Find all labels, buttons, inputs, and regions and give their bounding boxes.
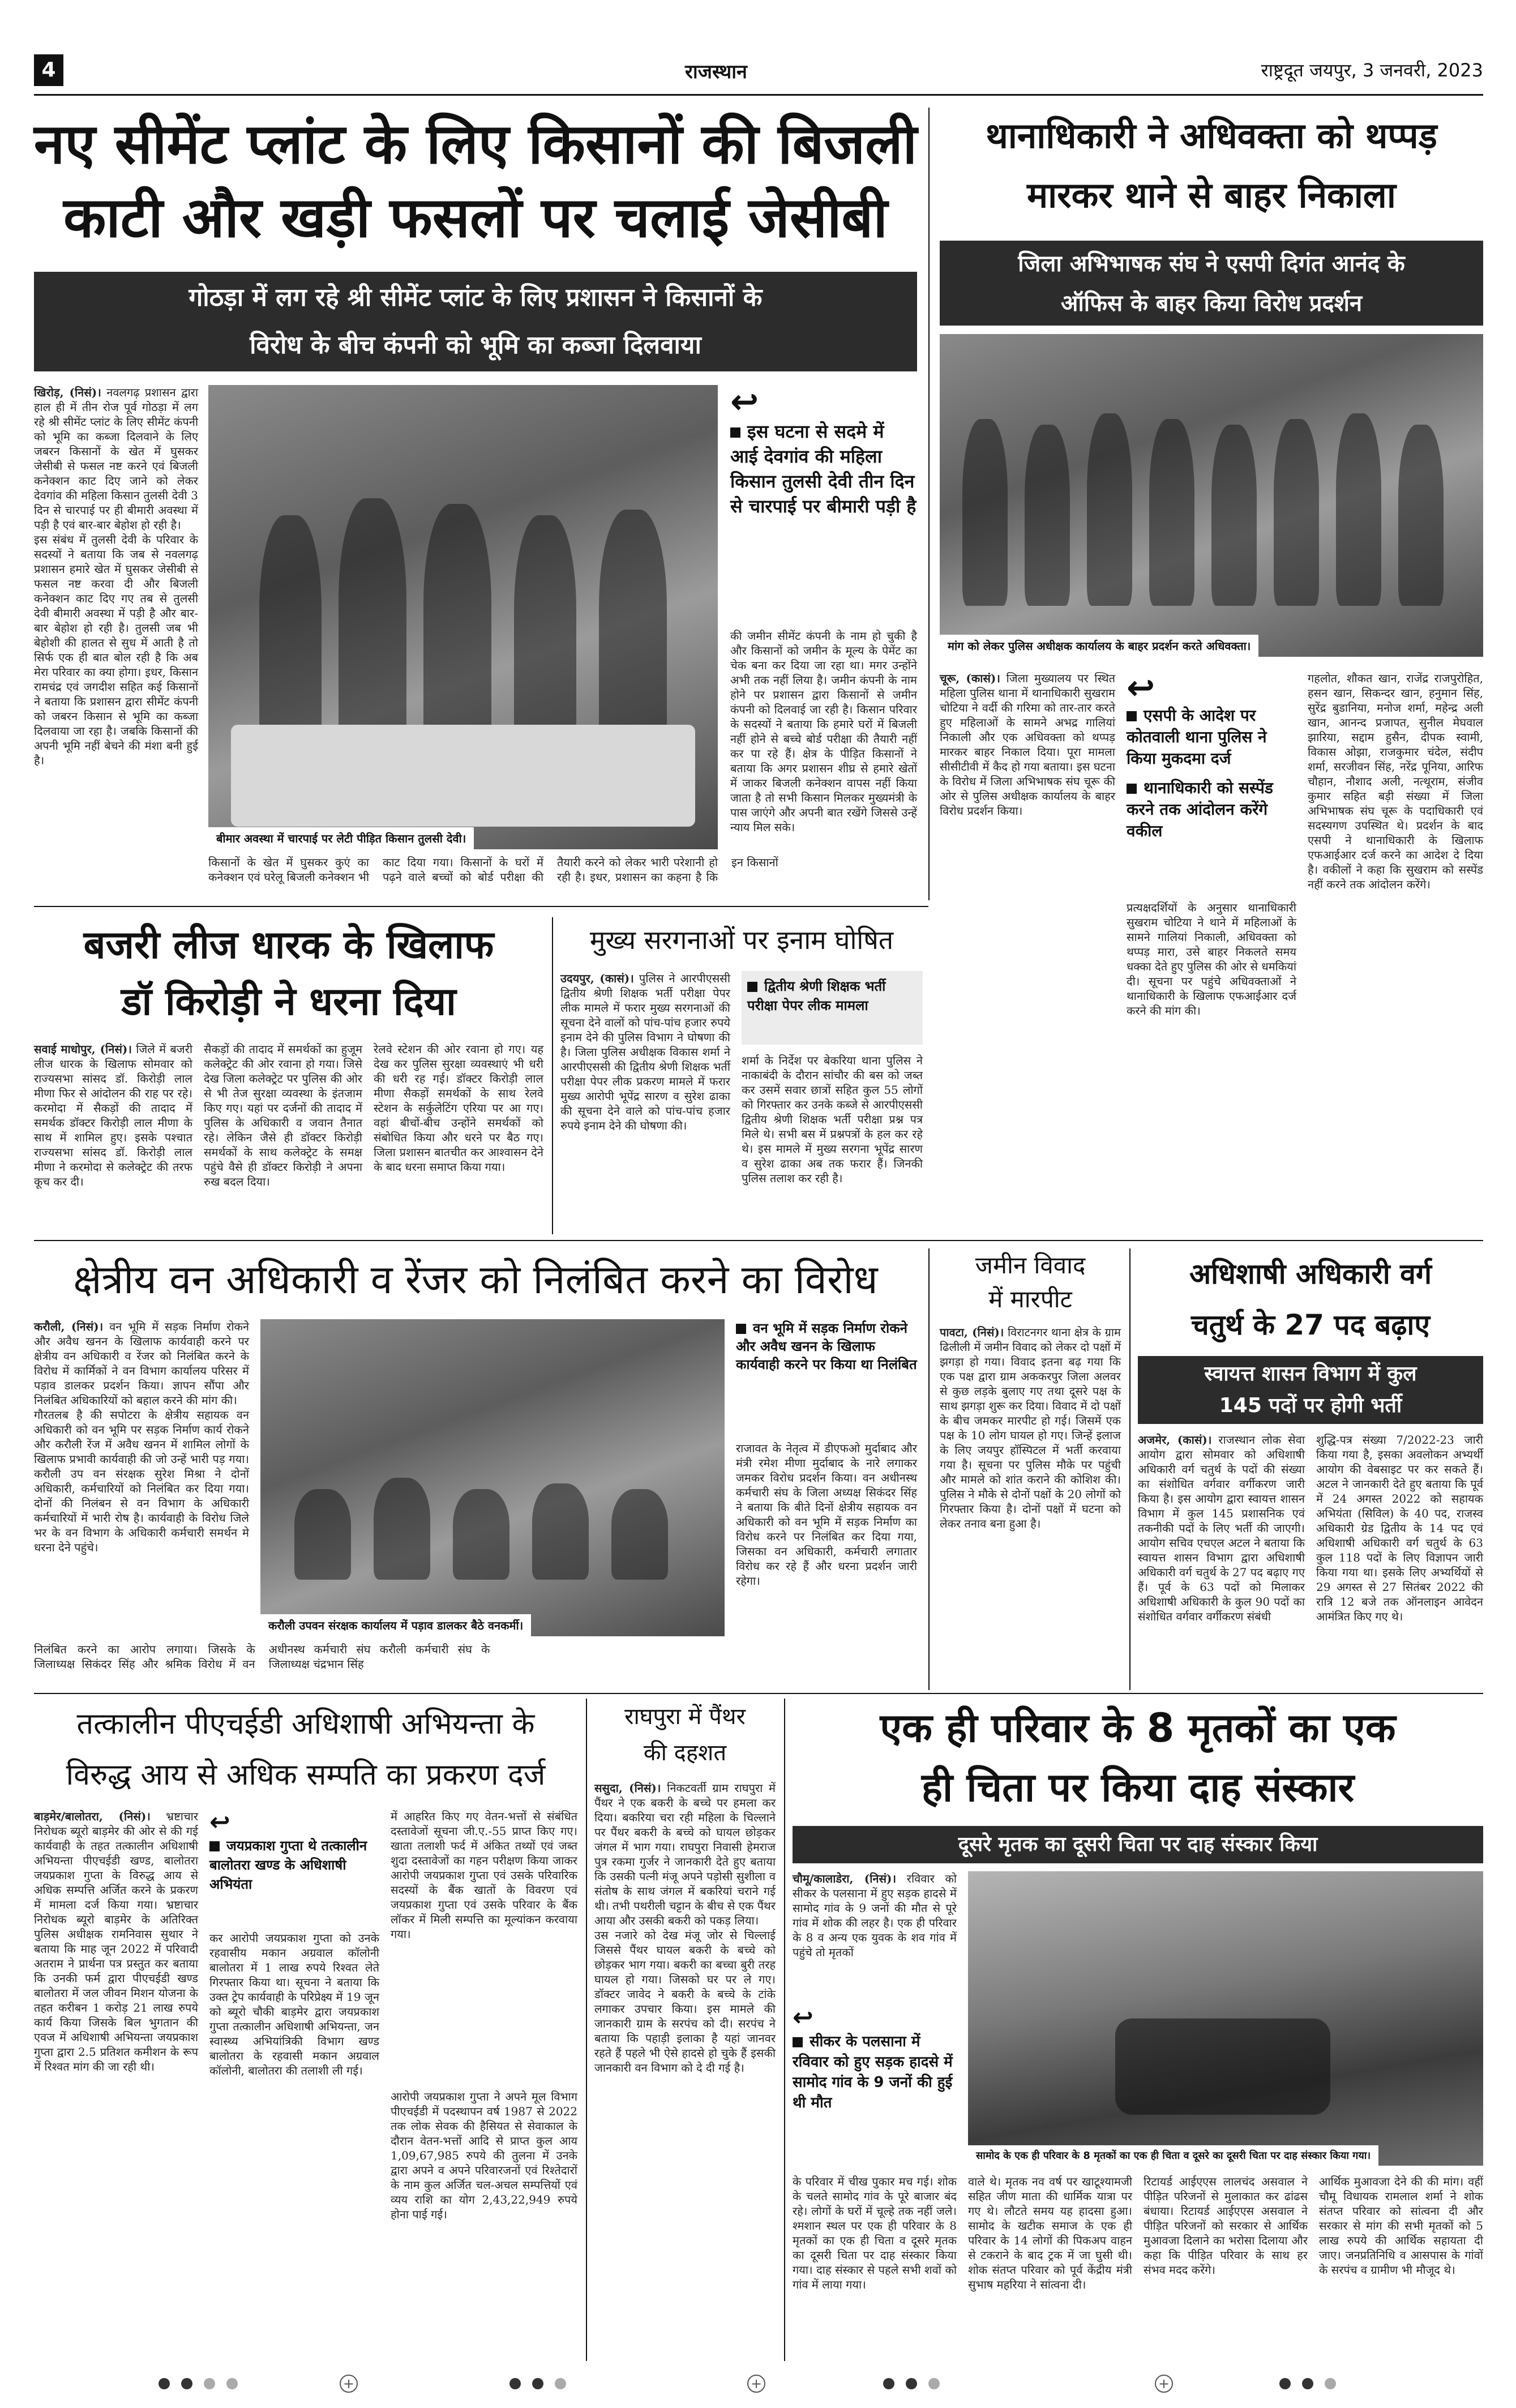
registration-dot [1325, 2378, 1336, 2389]
column-rule [1129, 1248, 1130, 1690]
slap-photo [940, 334, 1483, 657]
pyre-deck: दूसरे मृतक का दूसरी चिता पर दाह संस्कार किया [793, 1826, 1483, 1863]
bajri-body-1: जिले में बजरी लीज धारक के खिलाफ सोमवार को राज्यसभा सांसद डॉ. किरोड़ी लाल मीणा फिर से आंदोलन की राह पर रहे। करमोदा में सैकड़ों की तादाद में समर्थक डॉक्टर किरोड़ी लाल मीणा के साथ में शामिल हुए। इसके पश्चात राज्यसभा सांसद डॉ. किरोड़ी लाल मीणा ने करमोदा से कलेक्ट्रेट की तरफ कूच कर दी। [34, 1042, 192, 1188]
column-rule [552, 917, 553, 1234]
funeral-pyre [1115, 2018, 1330, 2115]
swirl-icon: ↩ [1127, 668, 1155, 708]
slap-pull-1: एसपी के आदेश पर कोतवाली थाना पुलिस ने किया मुकदमा दर्ज [1127, 706, 1267, 768]
lead-deck-line-1: गोठड़ा में लग रहे श्री सीमेंट प्लांट के लिए प्रशासन ने किसानों के [189, 283, 763, 312]
person-figure [599, 510, 667, 753]
registration-dot [1302, 2378, 1313, 2389]
person-figure [532, 1483, 589, 1580]
slap-body-col-3: गहलोत, शौकत खान, राजेंद्र राजपुरोहित, हसन खान, सिकन्दर खान, हनुमान सिंह, सुरेंद्र बुडानिया, मनोज शर्मा, महेन्द्र अली खान, आनन्द प्रजापत, सुनील मेघवाल झारिया, सद्दाम हुसैन, दीपक स्वामी, विकास ओझा, राजकुमार चंदेल, संदीप शर्मा, सरजीवन सिंह, नरेंद्र पूनिया, आरिफ चौहान, नौशाद अली, नत्थूराम, संजीव कुमार सहित बड़ी संख्या में जिला अभिभाषक संघ चूरू के पदाधिकारी एवं सदस्यगण उपस्थित थे। प्रदर्शन के बाद एसपी ने थानाधिकारी के खिलाफ एफआईआर दर्ज करने का आदेश दे दिया है। वकीलों ने कहा कि सुखराम को सस्पेंड नहीं करने तक आंदोलन करेंगे। [1308, 671, 1483, 891]
forest-dateline: करौली, (निसं)। [34, 1320, 104, 1333]
column-rule [928, 1248, 930, 1690]
person-figure [423, 504, 491, 753]
bullet-icon [209, 1841, 220, 1851]
swirl-icon: ↩ [793, 2003, 813, 2032]
bajri-body-col-2: सैकड़ों की तादाद में समर्थकों का हुजूम कलेक्ट्रेट की ओर रवाना हो गया। जिसे देख जिला कलेक्ट्रेट पर पुलिस की ओर से भी तेज सुरक्षा व्यवस्था के इंतजाम किए गए। यहां पर दर्जनों की तादाद में पुलिस के अधिकारी व जवान तैनात रहे। लेकिन जैसे ही डॉक्टर किरोड़ी समर्थकों के साथ कलेक्ट्रेट के समक्ष पहुंचे वैसे ही डॉक्टर किरोड़ी ने अपना रुख बदल दिया। [204, 1042, 362, 1188]
registration-dot [204, 2378, 215, 2389]
panther-headline-1: राघपुरा में पैंथर [624, 1704, 746, 1730]
crosshair-icon: + [340, 2375, 358, 2393]
person-figure [453, 1489, 509, 1580]
lead-photo-caption: बीमार अवस्था में चारपाई पर लेटी पीड़ित किसान तुलसी देवी। [208, 827, 474, 849]
lead-headline-2: काटी और खड़ी फसलों पर चलाई जेसीबी [63, 186, 888, 250]
pwd-body-col-2: कर आरोपी जयप्रकाश गुप्ता को उनके रहवासीय मकान अग्रवाल कॉलोनी बालोतरा में 1 लाख रुपये रिश्वत लेते गिरफ्तार किया था। सूचना ने बताया कि उक्त ट्रेप कार्यवाही के परिप्रेक्ष्य में 19 जून को ब्यूरो चौकी बाड़मेर द्वारा जयप्रकाश गुप्ता तत्कालीन अधिशाषी अभियन्ता, जन स्वास्थ्य अभियांत्रिकी विभाग खण्ड बालोतरा के रहवासी मकान अग्रवाल कॉलोनी, बालोतरा की तलाशी ली गई। [209, 1931, 379, 2077]
forest-photo [260, 1319, 725, 1636]
slap-pull-quotes [1127, 668, 1296, 886]
reward-headline: मुख्य सरगनाओं पर इनाम घोषित [589, 925, 894, 955]
registration-dot [181, 2378, 192, 2389]
person-figure [1274, 419, 1319, 606]
pwd-body-col-3: में आहरित किए गए वेतन-भत्तों से संबंधित दस्तावेजों सूचना जी.ए.-55 प्राप्त किए गए। खाता तलाशी फर्द में अंकित तथ्यों एवं जब्त शुदा दस्तावेजों का गहन परीक्षण किया जाकर आरोपी जयप्रकाश गुप्ता एवं उसके परिवारिक सदस्यों के बैंक खातों के विवरण एवं जयप्रकाश गुप्ता एवं उसके परिवार के बैंक लॉकर में मिली सम्पत्ति का मूल्यांकन करवाया गया। [391, 1810, 577, 1941]
swayatt-body-col-1 [1138, 1432, 1305, 1687]
crosshair-icon: + [1155, 2375, 1173, 2393]
bullet-icon [1127, 784, 1137, 794]
lead-body-col-2: किसानों के खेत में घुसकर कुएं का कनेक्शन एवं घरेलू बिजली कनेक्शन भी काट दिया गया। किसानों के घरों में पढ़ने वाले बच्चों को बोर्ड परीक्षा की तैयारी करने को लेकर भारी परेशानी हो रही है। इधर, प्रशासन का कहना है कि इन किसानों [208, 856, 778, 884]
slap-body-col-2: प्रत्यक्षदर्शियों के अनुसार थानाधिकारी सुखराम चोटिया ने थाने में महिलाओं के सामने गालियां निकाली, अधिवक्ता को थप्पड़ मारा, उसे बाहर निकलते समय धक्का देते हुए पुलिस की ओर से धमकियां दी। सूचना पर पहुंचे अधिवक्ताओं ने थानाधिकारी के खिलाफ एफआईआर दर्ज करने की मांग की। [1127, 901, 1296, 1017]
bullet-icon [793, 2037, 803, 2047]
page-folio [34, 54, 1483, 94]
pyre-body-col-2: के परिवार में चीख पुकार मच गई। शोक के चलते सामोद गांव के पूरे बाजार बंद रहे। लोगों के घरों में चूल्हे तक नहीं जले। श्मशान स्थल पर एक ही परिवार के 8 मृतकों का एक ही चिता व दूसरे मृतक का दूसरी चिता पर दाह संस्कार किया गया। दाह संस्कार से पहले सभी शवों को गांव में लाया गया। [793, 2175, 957, 2291]
pwd-body-1: भ्रष्टाचार निरोधक ब्यूरो बाड़मेर की ओर से की गई कार्यवाही के तहत तत्कालीन अधिशाषी अभियन्ता पीएचईडी खण्ड, बालोतरा जयप्रकाश गुप्ता के विरुद्ध आय से अधिक सम्पत्ति अर्जित करने के प्रकरण में मामला दर्ज किया गया। भ्रष्टाचार निरोधक ब्यूरो बाड़मेर के अतिरिक्त पुलिस अधीक्षक रामनिवास सुथार ने बताया कि माह जून 2022 में परिवादी अतराम ने प्रार्थना पत्र प्रस्तुत कर बताया कि उनकी फर्म द्वारा पीएचईडी खण्ड बालोतरा में जल जीवन मिशन योजना के तहत करीबन 1 करोड़ 21 लाख रुपये कार्य किया जिसके बिल भुगतान की एवज में अधिशाषी अभियन्ता जयप्रकाश गुप्ता द्वारा 2.5 प्रतिशत कमीशन के रूप में रिश्वत मांग की जा रही थी। [34, 1810, 199, 2073]
forest-pull: वन भूमि में सड़क निर्माण रोकने और अवैध खनन के खिलाफ कार्यवाही करने पर किया था निलंबित [736, 1320, 917, 1372]
person-figure [339, 498, 406, 753]
pwd-body-col-1 [34, 1809, 198, 2361]
reward-dateline: उदयपुर, (कासं)। [560, 972, 634, 985]
column-rule [586, 1699, 587, 2361]
pyre-body-col-1 [793, 1871, 957, 1996]
panther-body-1: निकटवर्ती ग्राम राघपुरा में पैंथर ने एक बकरी के बच्चे पर हमला कर दिया। बकरिया चरा रही महिला के चिल्लाने पर पैंथर बकरी के बच्चे को घायल छोड़कर जंगल में भाग गया। राघपुरा निवासी हेमराज पुत्र रकमा गुर्जर ने जानकारी देते हुए बताया कि उसकी पत्नी मंजू अपने पड़ोसी सुशीला व संतोष के साथ जंगल में बकरियां चराने गई थी। तभी पथरीली चट्टान के बीच से एक पैंथर आया और उसकी बकरी को पकड़ लिया। [594, 1781, 776, 1927]
crosshair-icon: + [747, 2375, 765, 2393]
forest-body-col-1 [34, 1319, 249, 1585]
pwd-pull-box [209, 1809, 379, 1922]
swayatt-deck-line-2: 145 पदों पर होगी भर्ती [1219, 1394, 1402, 1417]
reward-body-col-1 [560, 971, 730, 1229]
pyre-headline-1: एक ही परिवार के 8 मृतकों का एक [880, 1705, 1396, 1751]
person-figure [962, 419, 1008, 606]
pyre-pull-box [793, 2004, 957, 2146]
slap-deck-line-1: जिला अभिभाषक संघ ने एसपी दिगंत आनंद के [1018, 251, 1405, 277]
lead-body-2: इस संबंध में तुलसी देवी के परिवार के सदस्यों ने बताया कि जब से नवलगढ़ प्रशासन हमारे खेत में घुसकर जेसीबी से फसल नष्ट करवा दी और बिजली कनेक्शन काट दिए गए तब से तुलसी देवी बीमारी अवस्था में पड़ी है और बार-बार बेहोश हो रही है। तुलसी जब भी बेहोशी की हालत से सुध में आती है तो सिर्फ एक ही बात बोल रही है कि अब मेरा परिवार का क्या होगा। इधर, किसान रामचंद्र एवं जगदीश सहित कई किसानों ने बताया कि प्रशासन द्वारा सीमेंट कंपनी को जबरन किसान से भूमि का कब्जा दिलवाया जा रहा है। जबकि किसानों की अपनी भूमि नहीं बेचने की मंशा बनी हुई है। [34, 533, 198, 767]
dateline: राष्ट्रदूत जयपुर, 3 जनवरी, 2023 [1261, 59, 1483, 81]
forest-body-2: गौरतलब है की सपोटरा के क्षेत्रीय सहायक वन अधिकारी को वन भूमि पर सड़क निर्माण कार्य रोकने और करौली रेंज में अवैध खनन में शामिल लोगों के खिलाफ प्रभावी कार्यवाही की जो उन्हें भारी पड़ गया। करौली उप वन संरक्षक सुरेश मिश्रा ने दोनों अधिकारी, कर्मचारियों को निलंबित कर दिया गया। दोनों की निलंबन से वन विभाग के अधिकारी कर्मचारियों में भारी रोष है। कार्यवाही के विरोध जिले भर के वन विभाग के अधिकारी कर्मचारी समर्थन मे धरना देने पहुंचे। [34, 1408, 249, 1554]
registration-dot [883, 2378, 894, 2389]
person-figure [259, 515, 322, 753]
person-figure [1211, 425, 1257, 606]
person-figure [611, 1489, 668, 1580]
registration-dot [159, 2378, 170, 2389]
registration-dot [226, 2378, 238, 2389]
pyre-body-col-4: रिटायर्ड आईएएस लालचंद असवाल ने पीड़ित परिजनों से मुलाकात कर ढांढस बंधाया। रिटायर्ड आईएएस असवाल ने पीड़ित परिजनों को सरकार से आर्थिक मुआवजा दिलाने का भरोसा दिलाया और कहा कि पीड़ित परिवार के साथ हर संभव मदद करेंगे। [1144, 2175, 1308, 2277]
panther-headline-2: की दहशत [643, 1740, 727, 1766]
section-rule [34, 1693, 1483, 1694]
pyre-photo [968, 1871, 1483, 2166]
reward-pull-box [742, 971, 923, 1045]
slap-pull-2: थानाधिकारी को सस्पेंड करने तक आंदोलन करेंगे वकील [1127, 779, 1273, 840]
pyre-dateline: चौमू/कालाडेरा, (निसं)। [793, 1872, 897, 1885]
bajri-body-col-3: रेलवे स्टेशन की ओर रवाना हो गए। यह देख कर पुलिस सुरक्षा व्यवस्थाएं भी धरी की धरी रह गई। डॉक्टर किरोड़ी लाल मीणा सैकड़ों समर्थकों के साथ रेलवे स्टेशन के सर्कुलेटिंग एरिया पर आ गए। वहां बीचों-बीच उन्होंने समर्थकों को संबोधित किया और धरने पर बैठ गए। जिला प्रशासन बातचीत कर आश्वासन देने के बाद धरना समाप्त किया गया। [374, 1042, 543, 1174]
lead-pull-quote [730, 382, 917, 623]
pwd-dateline: बाड़मेर/बालोतरा, (निसं)। [34, 1810, 151, 1823]
swayatt-body-col-2: शुद्धि-पत्र संख्या 7/2022-23 जारी किया गया है, इसका अवलोकन अभ्यर्थी आयोग की वेबसाइट पर कर सकते हैं। अटल ने जानकारी देते हुए बताया कि पूर्व में 24 अगस्त 2022 को सहायक अभियंता (सिविल) के 40 पद, राजस्व अधिकारी ग्रेड द्वितीय के 14 पद एवं अधिशाषी अधिकारी वर्ग चतुर्थ के 63 कुल 118 पदों के लिए विज्ञापन जारी किया गया था। इसके लिए अभ्यर्थियों से 29 अगस्त से 27 सितंबर 2022 की रात्रि 12 बजे तक ऑनलाइन आवेदन आमंत्रित किए गए थे। [1316, 1433, 1483, 1623]
reward-body-1: पुलिस ने आरपीएससी द्वितीय श्रेणी शिक्षक भर्ती परीक्षा पेपर लीक मामले में फरार मुख्य सरगनाओं की सूचना देने वालों को पांच-पांच हजार रुपये इनाम देने की पुलिस विभाग ने घोषणा की है। जिला पुलिस अधीक्षक विकास शर्मा ने आरपीएससी की द्वितीय श्रेणी शिक्षक भर्ती परीक्षा पेपर लीक प्रकरण मामले में फरार मुख्य आरोपी भूपेंद्र सारण व सुरेश ढाका की सूचना देने वाले को पांच-पांच हजार रुपये इनाम देने की घोषणा की। [560, 972, 731, 1132]
bajri-headline-1: बजरी लीज धारक के खिलाफ [83, 923, 494, 968]
person-figure [1087, 413, 1132, 606]
lead-body-col-1 [34, 385, 198, 895]
person-figure [294, 1489, 351, 1580]
registration-dot [532, 2378, 543, 2389]
person-figure [1398, 425, 1444, 606]
swayatt-headline-1: अधिशाषी अधिकारी वर्ग [1189, 1258, 1432, 1290]
pyre-headline-2: ही चिता पर किया दाह संस्कार [921, 1764, 1355, 1811]
pwd-body-col-4: आरोपी जयप्रकाश गुप्ता ने अपने मूल विभाग पीएचईडी में पदस्थापन वर्ष 1987 से 2022 तक लोक सेवक की हैसियत से सेवाकाल के दौरान वेतन-भत्तों आदि से प्राप्त कुल आय 1,09,67,985 रुपये की तुलना में उनके द्वारा अपने व अपने परिवारजनों एवं रिश्तेदारों के नाम कुल अर्जित चल-अचल सम्पत्तियों एवं व्यय राशि का योग 2,43,22,949 रुपये होना पाई गई। [391, 2090, 577, 2221]
lead-pull-text: इस घटना से सदमे में आई देवगांव की महिला किसान तुलसी देवी तीन दिन से चारपाई पर बीमारी पड़ी है [730, 421, 917, 517]
lead-body-1: नवलगढ़ प्रशासन द्वारा हाल ही में तीन रोज पूर्व गोठड़ा में लग रहे श्री सीमेंट प्लांट के लिए सीमेंट कंपनी को भूमि का कब्जा दिलवाने के लिए जबरन किसानों के खेत में घुसकर जेसीबी से फसल नष्ट करने एवं बिजली कनेक्शन काट दिए जाने को लेकर देवगांव की महिला किसान तुलसी देवी 3 दिन से चारपाई पर ही बीमारी अवस्था में पड़ी है एवं बार-बार बेहोश हो रही है। [34, 386, 198, 532]
pyre-photo-caption: सामोद के एक ही परिवार के 8 मृतकों का एक ही चिता व दूसरे का दूसरी चिता पर दाह संस्कार किया गया। [968, 2145, 1378, 2166]
registration-dot [906, 2378, 917, 2389]
bullet-icon [736, 1324, 746, 1334]
person-figure [374, 1478, 430, 1580]
slap-deck [940, 241, 1483, 326]
bullet-icon [730, 427, 740, 438]
swirl-icon: ↩ [730, 382, 759, 422]
lead-deck-line-2: विरोध के बीच कंपनी को भूमि का कब्जा दिलवाया [250, 331, 701, 360]
lead-body-col-3: की जमीन सीमेंट कंपनी के नाम हो चुकी है और किसानों को जमीन के मूल्य के पेमेंट का चेक बना कर दिया जा रहा था। मगर उन्होंने अभी तक नहीं लिया है। जमीन कंपनी के नाम होने पर प्रशासन द्वारा किसानों से जमीन कंपनी को दिलवाई जा रही है। किसान परिवार के सदस्यों ने बताया कि हमारे घरों में बिजली नहीं होने से बच्चे बोर्ड परीक्षा की तैयारी नहीं कर पा रहे हैं। क्षेत्र के पीड़ित किसानों ने बताया कि अगर प्रशासन शीघ्र से हमारे खेतों में जाकर बिजली कनेक्शन वापस नहीं किया जाता है तो सभी किसान मिलकर मुख्यमंत्री के पास जाएंगे और अपनी बात रखेंगे जिससे उन्हें न्याय मिल सके। [730, 629, 917, 834]
land-headline-1: जमीन विवाद [975, 1251, 1086, 1279]
section-rule [34, 1240, 1483, 1241]
slap-headline-1: थानाधिकारी ने अधिवक्ता को थप्पड़ [986, 115, 1437, 156]
forest-headline: क्षेत्रीय वन अधिकारी व रेंजर को निलंबित करने का विरोध [73, 1256, 878, 1303]
lead-deck [34, 272, 917, 371]
person-figure [1025, 425, 1070, 606]
print-registration-marks [0, 2367, 1516, 2401]
reward-pull: द्वितीय श्रेणी शिक्षक भर्ती परीक्षा पेपर लीक मामला [747, 978, 886, 1013]
panther-body [594, 1781, 776, 2361]
slap-body-1: जिला मुख्यालय पर स्थित महिला पुलिस थाना में थानाधिकारी सुखराम चोटिया ने वर्दी की गरिमा को तार-तार करते हुए महिलाओं के सामने अभद्र गालियां निकाली और एक अधिवक्ता को थप्पड़ मारकर बाहर निकाल दिया। पूरा मामला सीसीटीवी में कैद हो गया बताया। इस घटना के विरोध में जिला अभिभाषक संघ चूरू की ओर से पुलिस अधीक्षक कार्यालय के बाहर विरोध प्रदर्शन किया। [940, 671, 1116, 818]
bajri-body-col-1 [34, 1042, 192, 1229]
folio-rule [34, 94, 1483, 96]
pyre-body-1: रविवार को सीकर के पलसाना में हुए सड़क हादसे में सामोद गांव के 9 जनों की मौत से पूरे गांव में शोक की लहर है। एक ही परिवार के 8 व अन्य एक युवक के शव गांव में पहुंचे तो मृतकों [793, 1872, 957, 1959]
person-figure [1336, 413, 1381, 606]
land-dateline: पावटा, (निसं)। [940, 1325, 1004, 1339]
registration-dot [509, 2378, 521, 2389]
section-rule [34, 906, 928, 907]
charpai-bed [231, 725, 695, 827]
swayatt-deck [1138, 1356, 1483, 1424]
column-rule [784, 1699, 785, 2361]
registration-dot [555, 2378, 566, 2389]
slap-deck-line-2: ऑफिस के बाहर किया विरोध प्रदर्शन [1060, 290, 1363, 316]
land-body [940, 1325, 1121, 1687]
pyre-pull: सीकर के पलसाना में रविवार को हुए सड़क हादसे में सामोद गांव के 9 जनों की हुई थी मौत [793, 2033, 953, 2111]
swayatt-dateline: अजमेर, (कासं)। [1138, 1433, 1212, 1447]
bullet-icon [1127, 711, 1137, 721]
section-name: राजस्थान [685, 61, 747, 83]
swirl-icon: ↩ [209, 1808, 230, 1837]
slap-photo-caption: मांग को लेकर पुलिस अधीक्षक कार्यालय के बाहर प्रदर्शन करते अधिवक्ता। [940, 635, 1258, 657]
lead-photo [208, 385, 718, 849]
land-body-text: विराटनगर थाना क्षेत्र के ग्राम ढिलीली में जमीन विवाद को लेकर दो पक्षों में झगड़ा हो गया। विवाद इतना बढ़ गया कि एक पक्ष द्वारा ग्राम अककरपुर जिला अलवर से कुछ लड़के बुलाए गए तथा दूसरे पक्ष के साथ झगड़ा शुरू कर दिया। विवाद में दो पक्षों के बीच जमकर मारपीट हो गई। जिसमें एक पक्ष के 10 लोग घायल हो गए। जिन्हें इलाज के लिए जयपुर हॉस्पिटल में भर्ती करवाया गया है। सूचना पर पुलिस मौके पर पहुंची और मामले को शांत कराने की कोशिश की। पुलिस ने मौके से दोनों पक्षों के 20 लोगों को गिरफ्तार किया है। दोनों पक्षों में घटना को लेकर तनाव बना हुआ है। [940, 1325, 1121, 1530]
person-figure [1149, 419, 1194, 606]
swayatt-deck-line-1: स्वायत्त शासन विभाग में कुल [1204, 1362, 1417, 1385]
forest-photo-caption: करौली उपवन संरक्षक कार्यालय में पड़ाव डालकर बैठे वनकर्मी। [260, 1614, 531, 1636]
panther-dateline: ससुदा, (निसं)। [594, 1781, 661, 1795]
registration-dot [928, 2378, 940, 2389]
slap-body-col-1 [940, 671, 1115, 1231]
forest-body-col-3: राजावत के नेतृत्व में डीएफओ मुर्दाबाद और मंत्री रमेश मीणा मुर्दाबाद के नारे लगाकर जमकर विरोध प्रदर्शन किया। वन अधीनस्थ कर्मचारी संघ के जिला अध्यक्ष सिकंदर सिंह ने बताया कि बीते दिनों क्षेत्रीय सहायक वन अधिकारी को वन भूमि में सड़क निर्माण का विरोध करने पर निलंबित कर दिया गया, जिसका वन अधिकारी, कर्मचारी लगातार विरोध कर रहे हैं और धरना प्रदर्शन जारी रहेगा। [736, 1442, 917, 1588]
registration-dot [1279, 2378, 1291, 2389]
pwd-headline-1: तत्कालीन पीएचईडी अधिशाषी अभियन्ता के [76, 1707, 535, 1741]
land-headline-2: में मारपीट [988, 1285, 1072, 1313]
reward-body-col-2: शर्मा के निर्देश पर बेकरिया थाना पुलिस ने नाकाबंदी के दौरान सांचौर की बस को जब्त कर उसमें सवार छात्रों सहित कुल 55 लोगों को गिरफ्तार कर उनके कब्जे से आरपीएससी द्वितीय श्रेणी शिक्षक भर्ती परीक्षा प्रश्न पत्र मिले थे। सभी बस में प्रश्नपत्रों के हल कर रहे थे। इस मामले में मुख्य सरगना भूपेंद्र सारण व सुरेश ढाका अब तक फरार हैं। जिनकी पुलिस तलाश कर रही है। [742, 1054, 923, 1185]
swayatt-headline-2: चतुर्थ के 27 पद बढ़ाए [1190, 1308, 1431, 1341]
person-figure [514, 515, 576, 753]
column-rule [928, 108, 930, 900]
pyre-body-col-3: वाले थे। मृतक नव वर्ष पर खाटूश्यामजी सहित जीण माता की धार्मिक यात्रा पर गए थे। लौटते समय यह हादसा हुआ। सामोद के खटीक समाज के एक ही परिवार के 14 लोगों की पिकअप वाहन से टकराने के बाद ट्रक में जा घुसी थी। शोक संतप्त परिवार को पूर्व केंद्रीय मंत्री सुभाष महरिया ने सांत्वना दी। [968, 2175, 1132, 2291]
pwd-headline-2: विरुद्ध आय से अधिक सम्पति का प्रकरण दर्ज [66, 1758, 546, 1792]
forest-body-col-2: निलंबित करने का आरोप लगाया। जिसके के जिलाध्यक्ष सिकंदर सिंह और श्रमिक विरोध में वन अधीनस्थ कर्मचारी संघ करौली कर्मचारी संघ के जिलाध्यक्ष चंद्रभान सिंह [34, 1643, 490, 1671]
slap-dateline: चूरू, (कासं)। [940, 671, 1000, 685]
pwd-pull: जयप्रकाश गुप्ता थे तत्कालीन बालोतरा खण्ड के अधिशाषी अभियंता [209, 1838, 367, 1892]
bullet-icon [747, 982, 757, 992]
lead-headline-1: नए सीमेंट प्लांट के लिए किसानों की बिजली [34, 112, 918, 177]
forest-body-1: वन भूमि में सड़क निर्माण रोकने और अवैध खनन के खिलाफ कार्यवाही करने पर क्षेत्रीय वन अधिकारी व रेंजर को निलंबित करने के विरोध में कार्मिकों ने वन विभाग कार्यालय परिसर में पड़ाव डालकर प्रदर्शन किया। ज्ञापन सौंपा और निलंबित अधिकारियों को बहाल करने की मांग की। [34, 1320, 249, 1407]
lead-dateline: खिरोड़, (निसं)। [34, 386, 101, 399]
panther-body-2: उस नजारे को देख मंजू जोर से चिल्लाई जिससे पैंथर घायल बकरी के बच्चे को छोड़कर भाग गया। बकरी का बच्चा बुरी तरह घायल हो गया। जिसको घर पर ले गए। डॉक्टर जावेद ने बकरी के बच्चे के टांके लगाकर उपचार किया। इस मामले की जानकारी ग्राम के सरपंच को दी। सरपंच ने बताया कि पहाड़ी इलाका है यहां जानवर रहते हैं पहले भी ऐसे हादसे हो चुके हैं इसकी जानकारी वन विभाग को दे दी गई है। [594, 1928, 776, 2075]
swayatt-body-1: राजस्थान लोक सेवा आयोग द्वारा सोमवार को अधिशाषी अधिकारी वर्ग चतुर्थ के पदों की संख्या का संशोधित वर्गवार वर्गीकरण जारी किया है। इस आयोग द्वारा स्वायत्त शासन विभाग में कुल 145 प्रशासनिक एवं तकनीकी पदों के लिए भर्ती की जाएगी। आयोग सचिव एचएल अटल ने बताया कि स्वायत्त शासन विभाग द्वारा अधिशाषी अधिकारी वर्ग चतुर्थ के 27 पद बढ़ाए गए हैं। पूर्व के 63 पदों को मिलाकर अधिशाषी अधिकारी के कुल 90 पदों का संशोधित वर्गवार वर्गीकरण संबंधी [1138, 1433, 1305, 1623]
slap-headline-2: मारकर थाने से बाहर निकाला [1027, 174, 1396, 216]
forest-pull-box [736, 1319, 917, 1432]
page-number: 4 [34, 54, 63, 86]
bajri-dateline: सवाई माधोपुर, (निसं)। [34, 1042, 132, 1056]
pyre-body-col-5: आर्थिक मुआवजा देने की की मांग। वहीं चौमू विधायक रामलाल शर्मा ने शोक संतप्त परिवार को सांत्वना दी और सरकार से मांग की सभी मृतकों को 5 लाख रुपये की आर्थिक सहायता दी जाए। जनप्रतिनिधि व आसपास के गांवों के सरपंच व ग्रामीण भी मौजूद थे। [1319, 2175, 1483, 2277]
bajri-headline-2: डॉ किरोड़ी ने धरना दिया [121, 980, 456, 1024]
